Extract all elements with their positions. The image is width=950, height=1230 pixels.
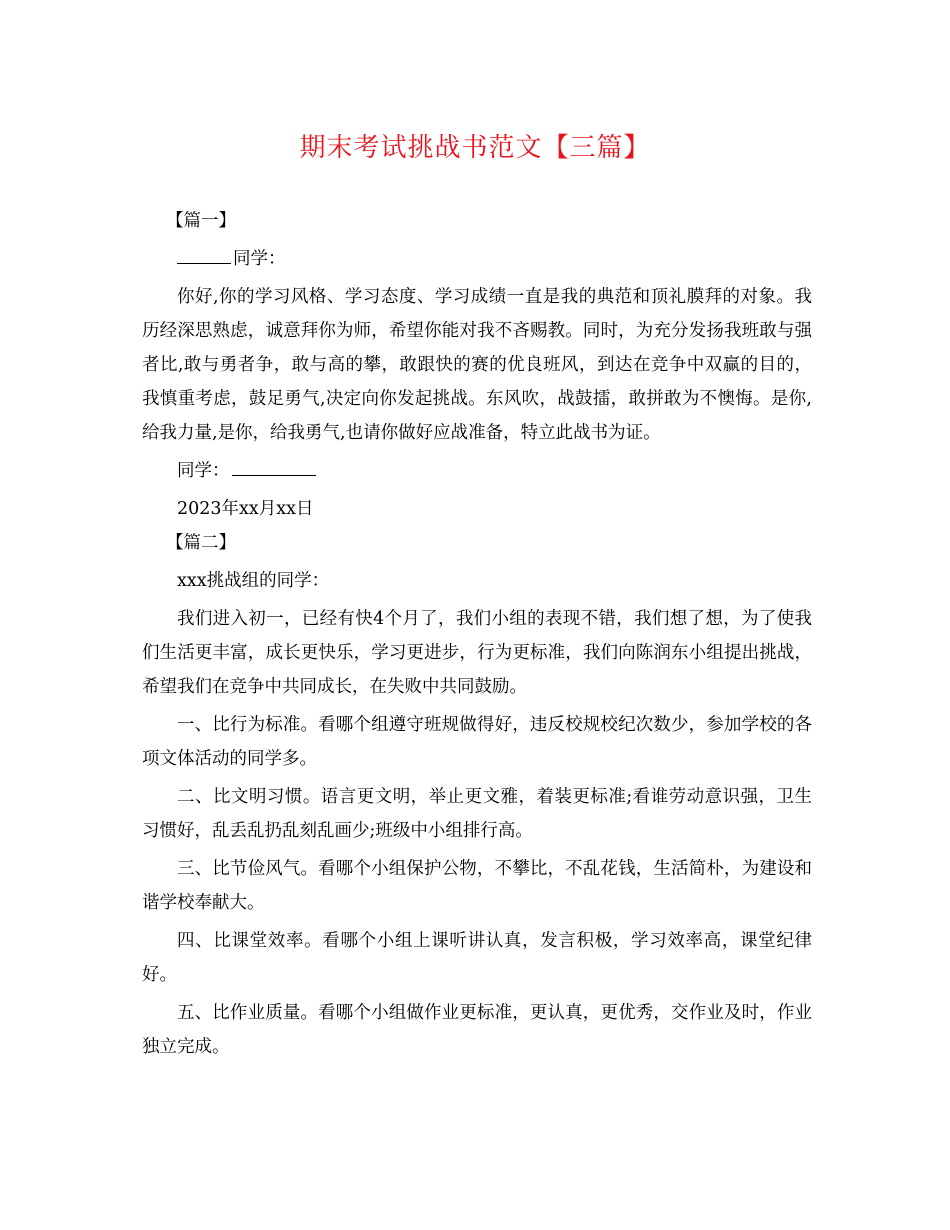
section2-item: 四、比课堂效率。看哪个小组上课听讲认真，发言积极，学习效率高，课堂纪律好。 <box>142 931 812 985</box>
section2-item: 三、比节俭风气。看哪个小组保护公物，不攀比，不乱花钱，生活简朴，为建设和谐学校奉献大。 <box>142 859 812 913</box>
section1-date: 2023年xx月xx日 <box>177 499 314 519</box>
signature-blank-line <box>232 455 316 476</box>
signature-label: 同学： <box>177 461 230 481</box>
section2-heading: 【篇二】 <box>166 533 236 553</box>
document-title: 期末考试挑战书范文【三篇】 <box>299 133 651 163</box>
salutation-suffix: 同学： <box>233 249 286 269</box>
section1-paragraph: 你好,你的学习风格、学习态度、学习成绩一直是我的典范和顶礼膜拜的对象。我历经深思熟虑，诚意拜你为师，希望你能对我不吝赐教。同时，为充分发扬我班敢与强者比,敢与勇者争，敢与高的攀，敢跟快的赛的优良班风，到达在竞争中双赢的目的，我慎重考虑，鼓足勇气,决定向你发起挑战。东风吹，战鼓擂，敢拼敢为不懊悔。是你,给我力量,是你，给我勇气,也请你做好应战准备，特立此战书为证。 <box>142 287 812 443</box>
name-blank-line <box>177 243 231 264</box>
section1-salutation <box>142 242 812 276</box>
section2-item: 二、比文明习惯。语言更文明，举止更文雅，着装更标准;看谁劳动意识强，卫生习惯好，乱丢乱扔乱刻乱画少;班级中小组排行高。 <box>142 787 812 841</box>
document-body <box>142 204 812 1064</box>
section2-intro: 我们进入初一，已经有快4个月了，我们小组的表现不错，我们想了想，为了使我们生活更丰富，成长更快乐，学习更进步，行为更标准，我们向陈润东小组提出挑战，希望我们在竞争中共同成长，在失败中共同鼓励。 <box>142 609 812 697</box>
section2-salutation: xxx挑战组的同学： <box>177 571 330 591</box>
section2-item: 一、比行为标准。看哪个组遵守班规做得好，违反校规校纪次数少，参加学校的各项文体活动的同学多。 <box>142 715 812 769</box>
section2-item: 五、比作业质量。看哪个小组做作业更标准，更认真，更优秀，交作业及时，作业独立完成。 <box>142 1003 812 1057</box>
section1-heading: 【篇一】 <box>166 211 236 231</box>
section1-signature <box>142 454 812 488</box>
